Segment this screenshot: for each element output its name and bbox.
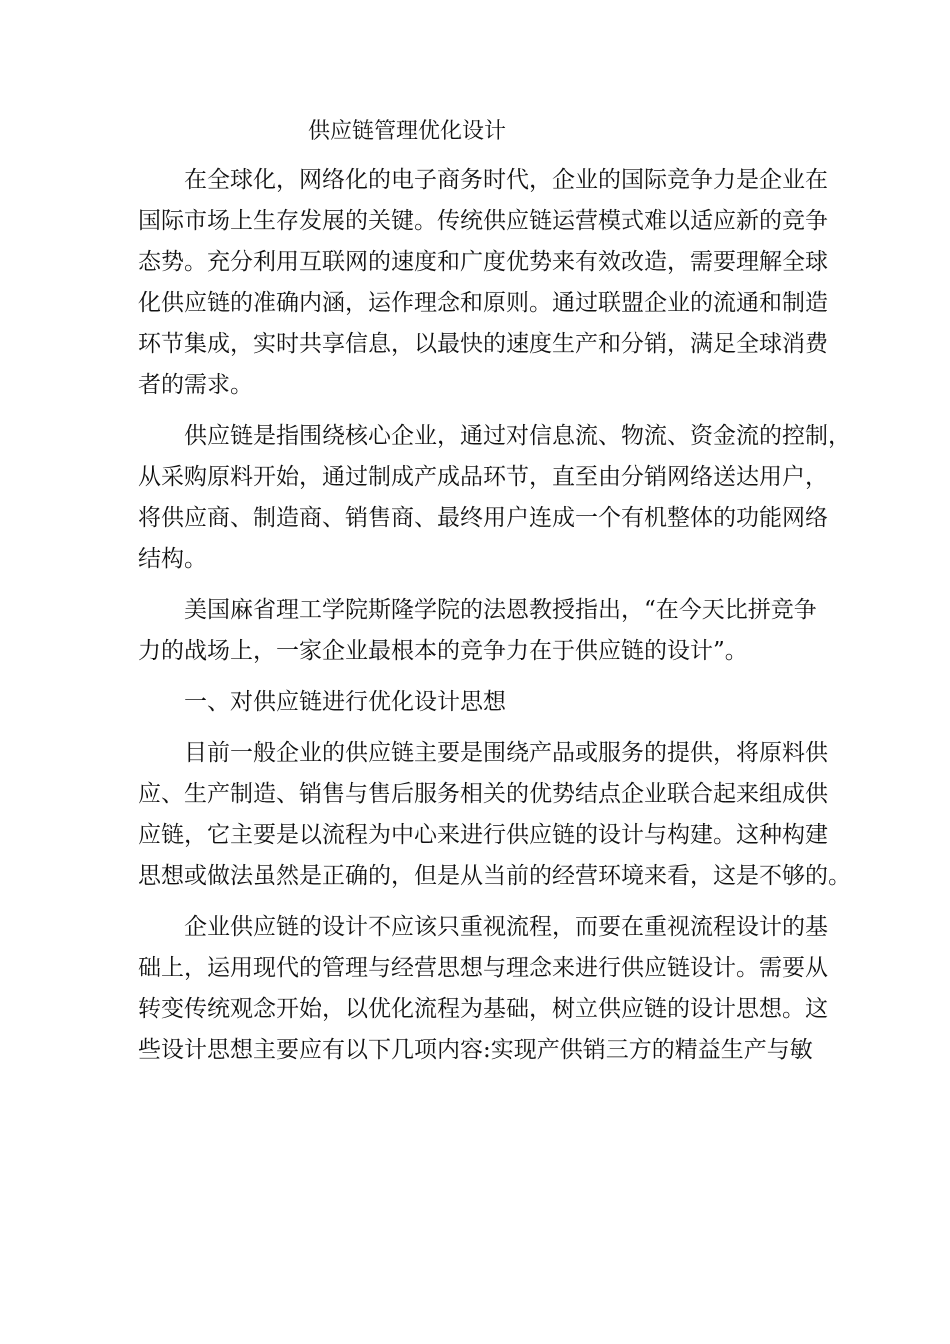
- paragraph-line: 化供应链的准确内涵，运作理念和原则。通过联盟企业的流通和制造: [138, 290, 828, 316]
- paragraph-line: 些设计思想主要应有以下几项内容:实现产供销三方的精益生产与敏: [138, 1037, 813, 1063]
- paragraph-line: 应、生产制造、销售与售后服务相关的优势结点企业联合起来组成供: [138, 781, 828, 807]
- paragraph-line: 从采购原料开始，通过制成产成品环节，直至由分销网络送达用户，: [138, 464, 828, 490]
- paragraph-line: 础上，运用现代的管理与经营思想与理念来进行供应链设计。需要从: [138, 955, 828, 981]
- paragraph-line: 结构。: [138, 546, 207, 572]
- paragraph-current-practice: [138, 733, 851, 897]
- paragraph-line: 应链，它主要是以流程为中心来进行供应链的设计与构建。这种构建: [138, 822, 828, 848]
- document-body: [138, 160, 851, 1081]
- paragraph-line: 在全球化，网络化的电子商务时代，企业的国际竞争力是企业在: [184, 167, 828, 193]
- paragraph-line: 国际市场上生存发展的关键。传统供应链运营模式难以适应新的竞争: [138, 208, 828, 234]
- paragraph-line: 企业供应链的设计不应该只重视流程，而要在重视流程设计的基: [184, 914, 828, 940]
- paragraph-line: 态势。充分利用互联网的速度和广度优势来有效改造，需要理解全球: [138, 249, 828, 275]
- paragraph-intro: [138, 160, 828, 406]
- paragraph-line: 转变传统观念开始，以优化流程为基础，树立供应链的设计思想。这: [138, 996, 828, 1022]
- paragraph-line: 思想或做法虽然是正确的，但是从当前的经营环境来看，这是不够的。: [138, 863, 851, 889]
- paragraph-line: 目前一般企业的供应链主要是围绕产品或服务的提供，将原料供: [184, 740, 828, 766]
- paragraph-line: 环节集成，实时共享信息，以最快的速度生产和分销，满足全球消费: [138, 331, 828, 357]
- paragraph-definition: [138, 416, 851, 580]
- paragraph-line: 将供应商、制造商、销售商、最终用户连成一个有机整体的功能网络: [138, 505, 828, 531]
- section-heading: [138, 682, 828, 723]
- paragraph-design-thinking: [138, 907, 828, 1071]
- paragraph-line: 美国麻省理工学院斯隆学院的法恩教授指出，“在今天比拼竞争: [184, 597, 817, 623]
- paragraph-line: 供应链是指围绕核心企业，通过对信息流、物流、资金流的控制，: [184, 423, 851, 449]
- paragraph-line: 力的战场上，一家企业最根本的竞争力在于供应链的设计”。: [138, 638, 748, 664]
- section-heading-text: 一、对供应链进行优化设计思想: [184, 689, 506, 715]
- page-title: 供应链管理优化设计: [308, 119, 507, 144]
- paragraph-quote: [138, 590, 828, 672]
- paragraph-line: 者的需求。: [138, 372, 253, 398]
